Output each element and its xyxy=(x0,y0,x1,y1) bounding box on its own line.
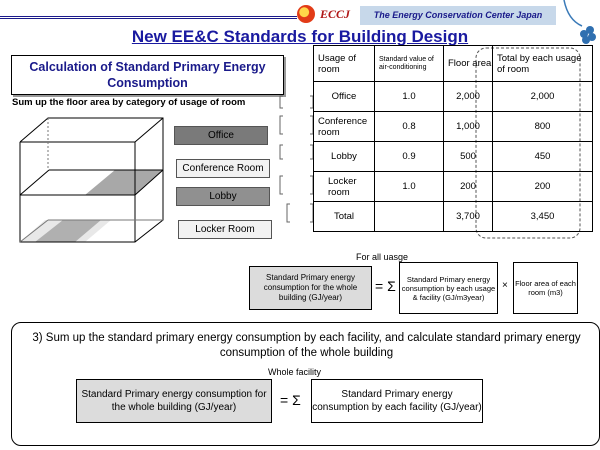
table-row xyxy=(314,82,593,112)
header-total: Total by each usage of room xyxy=(493,46,593,82)
cell-standard xyxy=(375,202,444,232)
formula2-equals-sigma: = Σ xyxy=(280,392,301,408)
building-illustration xyxy=(15,110,175,250)
cell-usage: Total xyxy=(314,202,375,232)
formula1-lhs: Standard Primary energy consumption for the whole building (GJ/year) xyxy=(263,273,358,302)
formula2-rhs: Standard Primary energy consumption by each facility (GJ/year) xyxy=(312,389,482,413)
cell-total: 2,000 xyxy=(493,82,593,112)
room-label-conference: Conference Room xyxy=(176,159,270,178)
eccj-logo-icon xyxy=(297,5,315,23)
calculation-title-box xyxy=(11,55,284,95)
section3-text: 3) Sum up the standard primary energy consumption by each facility, and calculate standard primary energy consumption of the whole building xyxy=(32,332,581,359)
header-rule xyxy=(0,16,297,19)
formula1-term2-box xyxy=(513,262,578,314)
formula2-lhs-box xyxy=(76,379,272,423)
section3-label: Whole facility xyxy=(268,367,322,377)
cell-standard: 1.0 xyxy=(375,172,444,202)
cell-usage: Lobby xyxy=(314,142,375,172)
cell-total: 450 xyxy=(493,142,593,172)
header-usage: Usage of room xyxy=(314,46,375,82)
cell-standard: 1.0 xyxy=(375,82,444,112)
logo-text: ECCJ xyxy=(320,7,351,21)
formula1-term2: Floor area of each room (m3) xyxy=(515,279,576,297)
formula1-label: For all uasge xyxy=(356,252,409,262)
formula1-equals-sigma: = Σ xyxy=(375,278,396,294)
cell-area: 500 xyxy=(444,142,493,172)
table-header-row xyxy=(314,46,593,82)
cell-total: 800 xyxy=(493,112,593,142)
header-standard-value: Standard value of air-conditioning xyxy=(375,46,444,82)
table-row xyxy=(314,112,593,142)
cell-usage: Conference room xyxy=(314,112,375,142)
formula2-rhs-box xyxy=(311,379,483,423)
formula2-lhs: Standard Primary energy consumption for the whole building (GJ/year) xyxy=(81,389,267,413)
formula1-times: × xyxy=(502,280,508,291)
cell-standard: 0.8 xyxy=(375,112,444,142)
header-floor-area: Floor area xyxy=(444,46,493,82)
instruction-text: Sum up the floor area by category of usage of room xyxy=(12,97,246,108)
cell-area: 200 xyxy=(444,172,493,202)
cell-total: 200 xyxy=(493,172,593,202)
cell-standard: 0.9 xyxy=(375,142,444,172)
cell-total: 3,450 xyxy=(493,202,593,232)
room-label-locker: Locker Room xyxy=(178,220,272,239)
organization-banner: The Energy Conservation Center Japan xyxy=(360,6,556,25)
formula1-term1: Standard Primary energy consumption by each usage & facility (GJ/m3year) xyxy=(401,274,496,302)
room-label-lobby: Lobby xyxy=(176,187,270,206)
room-label-office: Office xyxy=(174,126,268,145)
cell-usage: Office xyxy=(314,82,375,112)
formula1-lhs-box xyxy=(249,266,372,310)
cell-area: 1,000 xyxy=(444,112,493,142)
formula1-term1-box xyxy=(399,262,498,314)
calculation-title: Calculation of Standard Primary Energy Consumption xyxy=(29,60,266,90)
energy-table xyxy=(313,45,593,232)
cell-area: 2,000 xyxy=(444,82,493,112)
table-row xyxy=(314,172,593,202)
cell-usage: Locker room xyxy=(314,172,375,202)
cell-area: 3,700 xyxy=(444,202,493,232)
table-row-total xyxy=(314,202,593,232)
page-title: New EE&C Standards for Building Design xyxy=(131,27,469,46)
table-row xyxy=(314,142,593,172)
